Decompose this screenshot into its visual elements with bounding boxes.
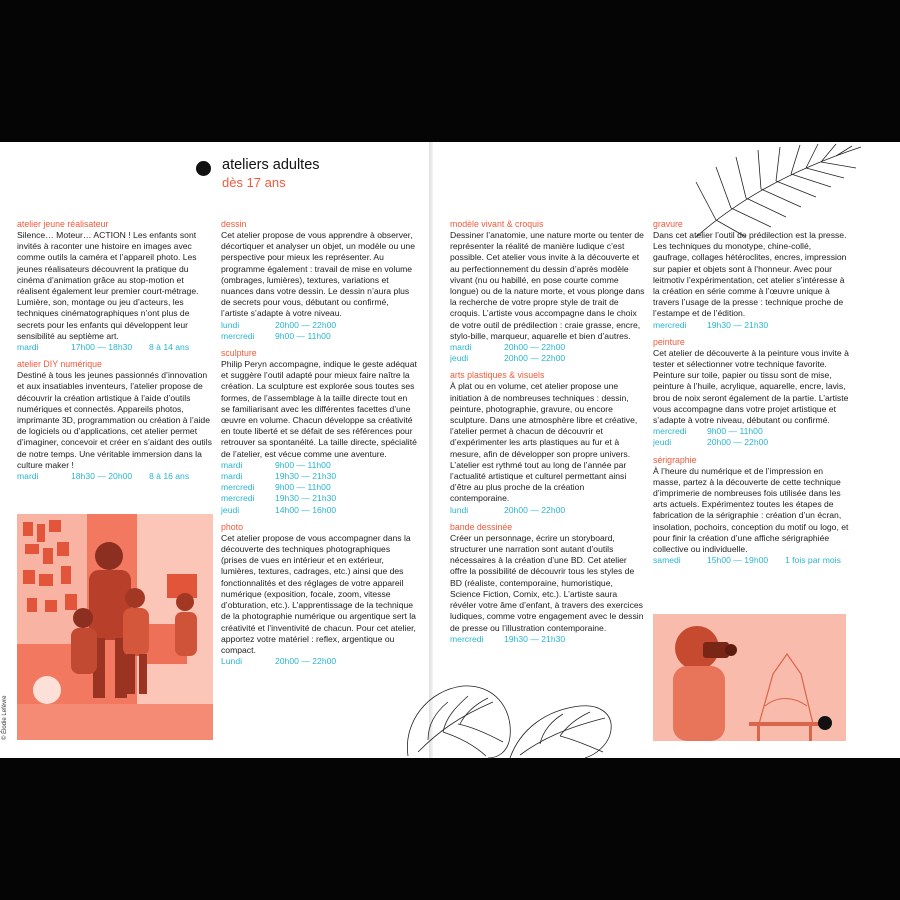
schedule (450, 634, 645, 645)
schedule-row: mardi 20h00 — 22h00 (450, 342, 566, 353)
schedule (221, 320, 417, 342)
section-bande-dessinee (450, 522, 645, 645)
schedule-row: mercredi 9h00 — 11h00 (221, 330, 331, 341)
section-description: Cet atelier propose de vous accompagner dans la découverte des techniques photographiques (prises de vues en intérieur et en extérieur, lumières, textures, cadrages, etc.) ainsi que des fonctionnalités et des réglages de votre appareil numérique (exposition, focale, zoom, vitesse d’obturation, etc.). L’apprentissage de la technique de la photographie numérique ou argentique sert la créativité et l’inventivité de chacun. Pour cet atelier, apportez votre matériel : reflex, argentique ou compact. (221, 532, 416, 655)
page-gutter (429, 142, 433, 758)
section-description: Dans cet atelier l’outil de prédilection est la presse. Les techniques du monotype, chine-collé, gaufrage, collages hétéroclites, encres, impression sur papier et objets sont à l’honneur. Avec pour leitmotiv l’expérimentation, cet atelier s’intéresse à la création en série comme à l’œuvre unique à travers l’usage de la presse : technique proche de l’estampe et de l’édition. (653, 230, 847, 319)
section-title: bande dessinée (450, 521, 513, 532)
section-title: gravure (653, 219, 683, 229)
schedule (653, 555, 849, 566)
schedule-row: jeudi 20h00 — 22h00 (653, 437, 769, 448)
schedule-row: lundi 20h00 — 22h00 (450, 504, 566, 515)
section-title: peinture (653, 336, 685, 347)
schedule-row: mercredi 19h30 — 21h30 (450, 633, 566, 644)
photo-credit: © Élodie Lefèvre (2, 695, 8, 740)
monstera-leaf-drawing (398, 682, 518, 758)
section-atelier-diy-numerique (17, 359, 213, 482)
section-photo (221, 522, 417, 667)
schedule-row: mercredi 19h30 — 21h30 (653, 319, 769, 330)
schedule (17, 471, 213, 482)
schedule (653, 426, 849, 448)
schedule-row: mercredi 19h30 — 21h30 (221, 493, 337, 504)
schedule-row: mardi 18h30 — 20h00 8 à 16 ans (17, 471, 190, 482)
schedule-row: jeudi 14h00 — 16h00 (221, 504, 337, 515)
section-dessin (221, 219, 417, 342)
photo-children-workshop (17, 514, 213, 740)
section-peinture (653, 337, 849, 449)
schedule (450, 505, 645, 516)
page-subtitle: dès 17 ans (222, 175, 286, 190)
schedule-row: mardi 17h00 — 18h30 8 à 14 ans (17, 342, 190, 353)
schedule-row: Lundi 20h00 — 22h00 (221, 656, 337, 667)
section-arts-plastiques (450, 370, 645, 515)
section-title: sculpture (221, 348, 257, 359)
section-title: arts plastiques & visuels (450, 370, 545, 381)
schedule (17, 342, 213, 353)
section-description: Cet atelier de découverte à la peinture vous invite à tester et sélectionner votre technique favorite. Peinture sur toile, papier ou tissu sont de mise, peinture à l’huile, acrylique, aquarelle, encre, lavis, brou de noix seront également de la partie. L’artiste vous accompagne dans votre projet artistique et s’adapte à votre niveau, débutant ou confirmé. (653, 347, 849, 426)
schedule (221, 656, 417, 667)
monstera-leaf-drawing-2 (505, 700, 615, 758)
section-description: Cet atelier propose de vous apprendre à observer, décortiquer et analyser un objet, un modèle ou une perspective pour mieux les représenter. Au programme également : travail de mise en volume (ombrages, lumières), textures, variations et nuances dans votre dessin. Le dessin n’aura plus de secrets pour vous, débutant ou confirmé, l’artiste s’adapte à votre niveau. (221, 230, 415, 319)
section-serigraphie (653, 455, 849, 567)
column-1 (17, 219, 213, 488)
schedule-row: samedi 15h00 — 19h00 1 fois par mois (653, 555, 841, 566)
section-description: Destiné à tous les jeunes passionnés d’innovation et aux insatiables inventeurs, l’atelier propose de découvrir la création artistique à l’aide d’outils numériques et connectés. Appareils photos, imprimante 3D, programmation ou création à l’aide de logiciels ou d’applications, cet atelier permet d’imaginer, concevoir et créer en s’aidant des outils de notre temps. Une véritable immersion dans la culture maker ! (17, 370, 212, 470)
schedule (653, 320, 849, 331)
section-modele-vivant (450, 219, 645, 364)
end-dot (818, 716, 832, 730)
section-description: Philip Peryn accompagne, indique le geste adéquat et suggère l’outil adapté pour mieux faire naître la création. La sculpture est explorée sous toutes ses formes, de l’assemblage à la taille directe tout en se familiarisant avec les différentes facettes d’une œuvre en volume. Chacun développe sa créativité en toute liberté et se défait de ses références pour retrouver sa spontanéité. La taille directe, spécialité de l’atelier, est vécue comme une aventure. (221, 359, 417, 459)
section-title: atelier jeune réalisateur (17, 219, 109, 229)
schedule (450, 342, 645, 364)
section-description: Dessiner l’anatomie, une nature morte ou tenter de représenter la réalité de manière ludique c’est possible. Cet atelier vous invite à la découverte et au perfectionnement du dessin d’après modèle vivant (nu ou habillé, en pose courte comme longue) ou de la nature morte, et vous plonge dans la recherche de votre propre style de trait de croquis. L’artiste vous accompagne dans le choix de votre outil de prédilection : craie grasse, encre, stylo-bille, marqueur, aquarelle et bien d’autres. (450, 230, 645, 341)
schedule-row: jeudi 20h00 — 22h00 (450, 353, 566, 364)
schedule-row: mardi 9h00 — 11h00 (221, 459, 331, 470)
schedule-row: mercredi 9h00 — 11h00 (221, 482, 331, 493)
section-description: Créer un personnage, écrire un storyboard, structurer une narration sont autant d’outils nécessaires à la création d’une BD. Cet atelier offre la possibilité de découvrir tous les styles de BD (réaliste, contemporaine, humoristique, Science Fiction, Comix, etc.). L’artiste saura révéler votre âme d’enfant, à travers des exercices ludiques, comme votre engagement avec le dessin de presse ou l’illustration contemporaine. (450, 532, 644, 633)
section-sculpture (221, 348, 417, 516)
column-4 (653, 219, 849, 572)
column-2 (221, 219, 417, 673)
section-title: modèle vivant & croquis (450, 219, 544, 229)
column-3 (450, 219, 645, 651)
page-title: ateliers adultes (222, 157, 320, 173)
section-gravure (653, 219, 849, 331)
section-description: Silence… Moteur… ACTION ! Les enfants sont invités à raconter une histoire en images avec comme outils la caméra et l’appareil photo. Les jeunes réalisateurs découvrent la pratique du cinéma d’animation grâce au stop-motion et réalisent également leur premier court-métrage. Lumière, son, montage ou jeu d’acteurs, les techniques cinématographiques n’ont plus de secrets pour les enfants qui développent leur sensibilité au septième art. (17, 230, 199, 341)
heading-dot (196, 161, 211, 176)
schedule (221, 460, 417, 516)
section-title: photo (221, 521, 244, 532)
section-title: sérigraphie (653, 454, 697, 465)
section-title: dessin (221, 219, 247, 229)
section-atelier-jeune-realisateur (17, 219, 213, 353)
section-title: atelier DIY numérique (17, 359, 102, 370)
schedule-row: lundi 20h00 — 22h00 (221, 319, 337, 330)
schedule-row: mardi 19h30 — 21h30 (221, 471, 337, 482)
section-description: À l’heure du numérique et de l’impression en masse, partez à la découverte de cette technique d’imprimerie de nombreuses fois utilisée dans les arts actuels. Expérimentez toutes les étapes de fabrication de la sérigraphie : création d’un écran, insolation, pochoirs, conception du motif ou logo, et pour finir la création d’une affiche sérigraphiée collective ou individuelle. (653, 465, 849, 555)
schedule-row: mercredi 9h00 — 11h00 (653, 426, 763, 437)
section-description: À plat ou en volume, cet atelier propose une initiation à de nombreuses techniques : dessin, peinture, photographie, gravure, ou encore sculpture. Dans une atmosphère libre et créative, l’atelier permet à chacun de découvrir et d’expérimenter les arts plastiques au fur et à mesure, afin de développer son propre univers. L’atelier est rythmé tout au long de l’année par l’actualité artistique et culturel permettant ainsi d’être au plus proche de la création contemporaine. (450, 381, 638, 504)
